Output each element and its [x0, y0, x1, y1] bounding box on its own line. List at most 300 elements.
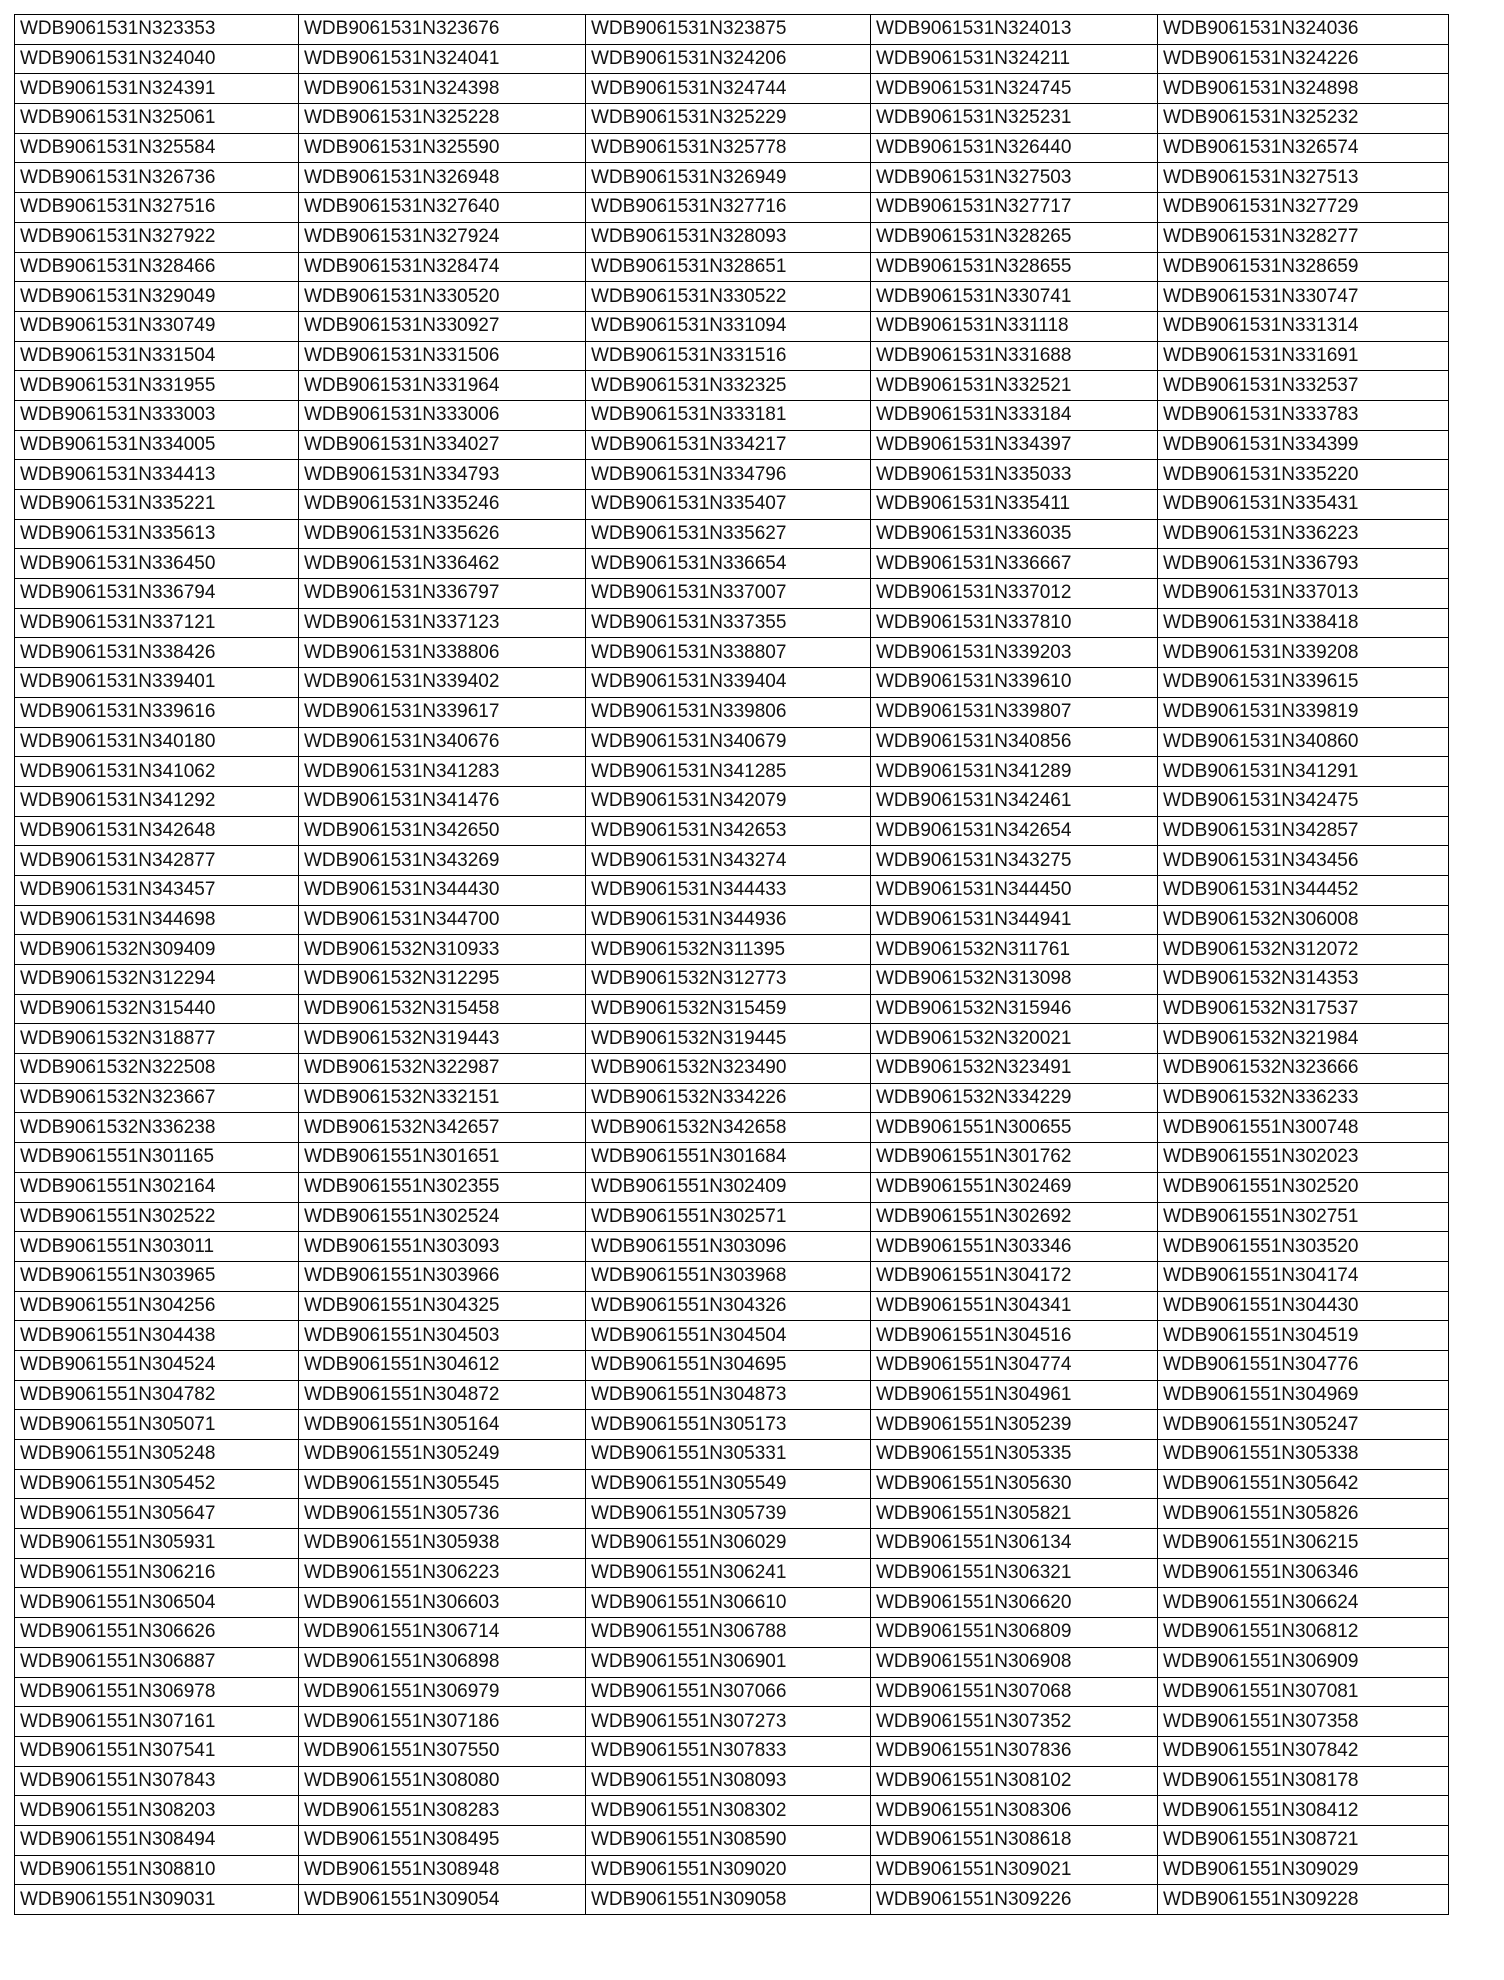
vin-cell: WDB9061551N303968 — [586, 1261, 871, 1291]
table-row — [15, 371, 1449, 401]
vin-cell: WDB9061532N334226 — [586, 1083, 871, 1113]
vin-cell: WDB9061531N333006 — [299, 400, 586, 430]
vin-cell: WDB9061551N307358 — [1158, 1707, 1449, 1737]
vin-cell: WDB9061531N331094 — [586, 311, 871, 341]
vin-cell: WDB9061531N324898 — [1158, 74, 1449, 104]
vin-cell: WDB9061551N304174 — [1158, 1261, 1449, 1291]
vin-cell: WDB9061531N326574 — [1158, 133, 1449, 163]
vin-cell: WDB9061532N323666 — [1158, 1054, 1449, 1084]
vin-cell: WDB9061531N335221 — [15, 490, 299, 520]
table-row — [15, 994, 1449, 1024]
table-row — [15, 15, 1449, 45]
vin-cell: WDB9061551N304341 — [871, 1291, 1158, 1321]
table-row — [15, 1321, 1449, 1351]
vin-cell: WDB9061532N306008 — [1158, 905, 1449, 935]
vin-cell: WDB9061531N326440 — [871, 133, 1158, 163]
vin-cell: WDB9061551N308080 — [299, 1766, 586, 1796]
table-row — [15, 341, 1449, 371]
vin-cell: WDB9061551N305247 — [1158, 1410, 1449, 1440]
vin-cell: WDB9061551N304873 — [586, 1380, 871, 1410]
vin-cell: WDB9061551N303011 — [15, 1232, 299, 1262]
vin-cell: WDB9061551N305549 — [586, 1469, 871, 1499]
vin-cell: WDB9061532N323490 — [586, 1054, 871, 1084]
vin-cell: WDB9061531N325228 — [299, 104, 586, 134]
vin-cell: WDB9061531N324744 — [586, 74, 871, 104]
vin-cell: WDB9061531N337810 — [871, 608, 1158, 638]
table-row — [15, 282, 1449, 312]
vin-cell: WDB9061532N342658 — [586, 1113, 871, 1143]
vin-cell: WDB9061531N341289 — [871, 757, 1158, 787]
vin-cell: WDB9061551N304326 — [586, 1291, 871, 1321]
vin-cell: WDB9061551N302469 — [871, 1172, 1158, 1202]
table-row — [15, 1172, 1449, 1202]
vin-cell: WDB9061532N322508 — [15, 1054, 299, 1084]
vin-cell: WDB9061532N314353 — [1158, 965, 1449, 995]
vin-cell: WDB9061551N308093 — [586, 1766, 871, 1796]
table-row — [15, 1083, 1449, 1113]
vin-cell: WDB9061532N336238 — [15, 1113, 299, 1143]
vin-cell: WDB9061531N337123 — [299, 608, 586, 638]
vin-cell: WDB9061531N327922 — [15, 222, 299, 252]
vin-cell: WDB9061531N325584 — [15, 133, 299, 163]
vin-cell: WDB9061531N323676 — [299, 15, 586, 45]
table-row — [15, 1202, 1449, 1232]
table-row — [15, 1054, 1449, 1084]
vin-cell: WDB9061531N335626 — [299, 519, 586, 549]
vin-cell: WDB9061551N302751 — [1158, 1202, 1449, 1232]
vin-cell: WDB9061551N304961 — [871, 1380, 1158, 1410]
vin-cell: WDB9061531N340856 — [871, 727, 1158, 757]
table-row — [15, 1380, 1449, 1410]
vin-cell: WDB9061531N341283 — [299, 757, 586, 787]
table-row — [15, 490, 1449, 520]
vin-cell: WDB9061531N331964 — [299, 371, 586, 401]
table-row — [15, 727, 1449, 757]
vin-cell: WDB9061531N339402 — [299, 668, 586, 698]
table-row — [15, 1647, 1449, 1677]
vin-cell: WDB9061531N325778 — [586, 133, 871, 163]
vin-cell: WDB9061531N323353 — [15, 15, 299, 45]
vin-cell: WDB9061531N335246 — [299, 490, 586, 520]
vin-cell: WDB9061551N302571 — [586, 1202, 871, 1232]
table-row — [15, 193, 1449, 223]
vin-cell: WDB9061531N337013 — [1158, 579, 1449, 609]
table-row — [15, 1113, 1449, 1143]
vin-cell: WDB9061551N306978 — [15, 1677, 299, 1707]
table-row — [15, 430, 1449, 460]
vin-cell: WDB9061551N306216 — [15, 1558, 299, 1588]
vin-cell: WDB9061551N309058 — [586, 1885, 871, 1915]
vin-cell: WDB9061551N304256 — [15, 1291, 299, 1321]
vin-cell: WDB9061551N309054 — [299, 1885, 586, 1915]
vin-cell: WDB9061551N309021 — [871, 1855, 1158, 1885]
vin-cell: WDB9061531N344700 — [299, 905, 586, 935]
vin-cell: WDB9061531N337355 — [586, 608, 871, 638]
vin-cell: WDB9061551N304325 — [299, 1291, 586, 1321]
vin-cell: WDB9061531N330522 — [586, 282, 871, 312]
vin-cell: WDB9061551N302522 — [15, 1202, 299, 1232]
vin-cell: WDB9061551N304503 — [299, 1321, 586, 1351]
vin-cell: WDB9061532N323667 — [15, 1083, 299, 1113]
table-row — [15, 1291, 1449, 1321]
table-row — [15, 1677, 1449, 1707]
vin-cell: WDB9061551N303093 — [299, 1232, 586, 1262]
vin-cell: WDB9061551N306809 — [871, 1618, 1158, 1648]
vin-cell: WDB9061551N308178 — [1158, 1766, 1449, 1796]
vin-cell: WDB9061531N325229 — [586, 104, 871, 134]
vin-cell: WDB9061551N302164 — [15, 1172, 299, 1202]
vin-cell: WDB9061551N306979 — [299, 1677, 586, 1707]
vin-cell: WDB9061551N306909 — [1158, 1647, 1449, 1677]
vin-cell: WDB9061531N332325 — [586, 371, 871, 401]
vin-cell: WDB9061532N320021 — [871, 1024, 1158, 1054]
vin-cell: WDB9061531N338418 — [1158, 608, 1449, 638]
vin-cell: WDB9061531N342877 — [15, 846, 299, 876]
vin-cell: WDB9061531N330927 — [299, 311, 586, 341]
table-row — [15, 133, 1449, 163]
table-row — [15, 1588, 1449, 1618]
vin-cell: WDB9061531N328277 — [1158, 222, 1449, 252]
vin-cell: WDB9061551N306626 — [15, 1618, 299, 1648]
table-row — [15, 668, 1449, 698]
table-row — [15, 1796, 1449, 1826]
vin-cell: WDB9061531N331504 — [15, 341, 299, 371]
vin-cell: WDB9061531N339616 — [15, 697, 299, 727]
vin-cell: WDB9061531N336450 — [15, 549, 299, 579]
vin-cell: WDB9061551N303966 — [299, 1261, 586, 1291]
vin-cell: WDB9061551N307066 — [586, 1677, 871, 1707]
vin-cell: WDB9061531N325231 — [871, 104, 1158, 134]
table-row — [15, 579, 1449, 609]
vin-cell: WDB9061531N324398 — [299, 74, 586, 104]
vin-cell: WDB9061531N327924 — [299, 222, 586, 252]
vin-cell: WDB9061531N335033 — [871, 460, 1158, 490]
vin-cell: WDB9061531N339404 — [586, 668, 871, 698]
vin-cell: WDB9061531N328659 — [1158, 252, 1449, 282]
vin-cell: WDB9061551N309226 — [871, 1885, 1158, 1915]
vin-cell: WDB9061551N305739 — [586, 1499, 871, 1529]
vin-cell: WDB9061551N306321 — [871, 1558, 1158, 1588]
vin-cell: WDB9061551N306714 — [299, 1618, 586, 1648]
vin-cell: WDB9061531N342648 — [15, 816, 299, 846]
vin-cell: WDB9061532N342657 — [299, 1113, 586, 1143]
vin-cell: WDB9061551N305826 — [1158, 1499, 1449, 1529]
vin-cell: WDB9061551N309228 — [1158, 1885, 1449, 1915]
vin-cell: WDB9061551N305647 — [15, 1499, 299, 1529]
vin-cell: WDB9061531N333184 — [871, 400, 1158, 430]
table-row — [15, 104, 1449, 134]
vin-cell: WDB9061531N327503 — [871, 163, 1158, 193]
vin-cell: WDB9061531N327513 — [1158, 163, 1449, 193]
vin-cell: WDB9061551N305071 — [15, 1410, 299, 1440]
vin-cell: WDB9061531N328655 — [871, 252, 1158, 282]
vin-cell: WDB9061551N301651 — [299, 1143, 586, 1173]
vin-cell: WDB9061551N306901 — [586, 1647, 871, 1677]
vin-cell: WDB9061531N333181 — [586, 400, 871, 430]
vin-cell: WDB9061551N308302 — [586, 1796, 871, 1826]
vin-cell: WDB9061551N302355 — [299, 1172, 586, 1202]
vin-cell: WDB9061551N304872 — [299, 1380, 586, 1410]
vin-cell: WDB9061551N308618 — [871, 1825, 1158, 1855]
vin-cell: WDB9061531N334005 — [15, 430, 299, 460]
vin-cell: WDB9061551N307161 — [15, 1707, 299, 1737]
vin-cell: WDB9061532N312773 — [586, 965, 871, 995]
vin-table-body — [15, 15, 1449, 1915]
vin-cell: WDB9061531N336035 — [871, 519, 1158, 549]
vin-cell: WDB9061531N324211 — [871, 44, 1158, 74]
table-row — [15, 400, 1449, 430]
vin-cell: WDB9061531N336794 — [15, 579, 299, 609]
table-row — [15, 1143, 1449, 1173]
vin-cell: WDB9061531N342654 — [871, 816, 1158, 846]
table-row — [15, 697, 1449, 727]
vin-cell: WDB9061551N305338 — [1158, 1440, 1449, 1470]
vin-cell: WDB9061551N306215 — [1158, 1529, 1449, 1559]
vin-cell: WDB9061551N307842 — [1158, 1736, 1449, 1766]
vin-cell: WDB9061531N334796 — [586, 460, 871, 490]
table-row — [15, 608, 1449, 638]
vin-cell: WDB9061531N327716 — [586, 193, 871, 223]
vin-cell: WDB9061531N336667 — [871, 549, 1158, 579]
vin-cell: WDB9061551N308495 — [299, 1825, 586, 1855]
vin-cell: WDB9061551N300748 — [1158, 1113, 1449, 1143]
vin-cell: WDB9061551N309031 — [15, 1885, 299, 1915]
vin-cell: WDB9061532N319445 — [586, 1024, 871, 1054]
vin-cell: WDB9061551N301165 — [15, 1143, 299, 1173]
vin-cell: WDB9061531N344430 — [299, 875, 586, 905]
vin-cell: WDB9061551N304612 — [299, 1350, 586, 1380]
vin-cell: WDB9061531N340679 — [586, 727, 871, 757]
vin-cell: WDB9061532N321984 — [1158, 1024, 1449, 1054]
vin-cell: WDB9061551N306603 — [299, 1588, 586, 1618]
vin-cell: WDB9061531N339806 — [586, 697, 871, 727]
vin-cell: WDB9061531N339807 — [871, 697, 1158, 727]
vin-cell: WDB9061551N306029 — [586, 1529, 871, 1559]
vin-cell: WDB9061531N337012 — [871, 579, 1158, 609]
table-row — [15, 44, 1449, 74]
vin-cell: WDB9061531N341062 — [15, 757, 299, 787]
vin-cell: WDB9061531N335627 — [586, 519, 871, 549]
vin-cell: WDB9061551N308948 — [299, 1855, 586, 1885]
vin-cell: WDB9061531N342650 — [299, 816, 586, 846]
vin-cell: WDB9061531N324391 — [15, 74, 299, 104]
vin-cell: WDB9061531N331314 — [1158, 311, 1449, 341]
vin-cell: WDB9061551N306624 — [1158, 1588, 1449, 1618]
table-row — [15, 1469, 1449, 1499]
vin-cell: WDB9061532N315459 — [586, 994, 871, 1024]
vin-cell: WDB9061531N334399 — [1158, 430, 1449, 460]
vin-cell: WDB9061531N327729 — [1158, 193, 1449, 223]
table-row — [15, 1440, 1449, 1470]
vin-cell: WDB9061531N324041 — [299, 44, 586, 74]
table-row — [15, 1736, 1449, 1766]
vin-cell: WDB9061551N308203 — [15, 1796, 299, 1826]
table-row — [15, 1232, 1449, 1262]
vin-cell: WDB9061531N324013 — [871, 15, 1158, 45]
vin-cell: WDB9061551N302524 — [299, 1202, 586, 1232]
vin-cell: WDB9061531N331688 — [871, 341, 1158, 371]
vin-cell: WDB9061531N339203 — [871, 638, 1158, 668]
vin-cell: WDB9061551N305452 — [15, 1469, 299, 1499]
vin-cell: WDB9061551N306241 — [586, 1558, 871, 1588]
vin-cell: WDB9061531N331955 — [15, 371, 299, 401]
vin-cell: WDB9061531N331691 — [1158, 341, 1449, 371]
vin-cell: WDB9061531N328651 — [586, 252, 871, 282]
table-row — [15, 1855, 1449, 1885]
vin-cell: WDB9061531N334027 — [299, 430, 586, 460]
vin-cell: WDB9061531N339610 — [871, 668, 1158, 698]
vin-cell: WDB9061531N335613 — [15, 519, 299, 549]
vin-cell: WDB9061531N341476 — [299, 786, 586, 816]
vin-cell: WDB9061551N301684 — [586, 1143, 871, 1173]
vin-cell: WDB9061531N344698 — [15, 905, 299, 935]
vin-cell: WDB9061531N344936 — [586, 905, 871, 935]
vin-cell: WDB9061531N341292 — [15, 786, 299, 816]
table-row — [15, 1618, 1449, 1648]
table-row — [15, 163, 1449, 193]
table-row — [15, 905, 1449, 935]
vin-cell: WDB9061531N337007 — [586, 579, 871, 609]
vin-cell: WDB9061551N304504 — [586, 1321, 871, 1351]
vin-cell: WDB9061531N328474 — [299, 252, 586, 282]
vin-cell: WDB9061531N338426 — [15, 638, 299, 668]
vin-cell: WDB9061551N304774 — [871, 1350, 1158, 1380]
vin-cell: WDB9061531N327717 — [871, 193, 1158, 223]
table-row — [15, 519, 1449, 549]
vin-cell: WDB9061551N304524 — [15, 1350, 299, 1380]
vin-cell: WDB9061532N312295 — [299, 965, 586, 995]
vin-cell: WDB9061532N323491 — [871, 1054, 1158, 1084]
vin-cell: WDB9061551N304776 — [1158, 1350, 1449, 1380]
vin-cell: WDB9061531N328466 — [15, 252, 299, 282]
vin-cell: WDB9061532N336233 — [1158, 1083, 1449, 1113]
vin-cell: WDB9061531N336223 — [1158, 519, 1449, 549]
vin-cell: WDB9061551N305239 — [871, 1410, 1158, 1440]
vin-cell: WDB9061531N338807 — [586, 638, 871, 668]
vin-cell: WDB9061551N307836 — [871, 1736, 1158, 1766]
vin-cell: WDB9061551N308721 — [1158, 1825, 1449, 1855]
vin-cell: WDB9061551N303096 — [586, 1232, 871, 1262]
vin-cell: WDB9061551N308412 — [1158, 1796, 1449, 1826]
vin-cell: WDB9061531N324206 — [586, 44, 871, 74]
vin-cell: WDB9061551N306610 — [586, 1588, 871, 1618]
table-row — [15, 1350, 1449, 1380]
vin-cell: WDB9061532N311395 — [586, 935, 871, 965]
vin-cell: WDB9061551N307068 — [871, 1677, 1158, 1707]
vin-cell: WDB9061531N331516 — [586, 341, 871, 371]
vin-cell: WDB9061531N344433 — [586, 875, 871, 905]
vin-cell: WDB9061551N304430 — [1158, 1291, 1449, 1321]
vin-cell: WDB9061531N343269 — [299, 846, 586, 876]
vin-cell: WDB9061532N318877 — [15, 1024, 299, 1054]
vin-cell: WDB9061551N303520 — [1158, 1232, 1449, 1262]
vin-cell: WDB9061551N306620 — [871, 1588, 1158, 1618]
vin-cell: WDB9061531N331118 — [871, 311, 1158, 341]
vin-cell: WDB9061531N325232 — [1158, 104, 1449, 134]
vin-cell: WDB9061531N342857 — [1158, 816, 1449, 846]
vin-cell: WDB9061532N311761 — [871, 935, 1158, 965]
vin-cell: WDB9061551N305248 — [15, 1440, 299, 1470]
table-row — [15, 1766, 1449, 1796]
vin-cell: WDB9061531N324036 — [1158, 15, 1449, 45]
vin-cell: WDB9061551N305931 — [15, 1529, 299, 1559]
table-row — [15, 1499, 1449, 1529]
vin-cell: WDB9061531N326948 — [299, 163, 586, 193]
table-row — [15, 1529, 1449, 1559]
vin-cell: WDB9061531N334793 — [299, 460, 586, 490]
vin-cell: WDB9061531N340860 — [1158, 727, 1449, 757]
vin-cell: WDB9061551N307833 — [586, 1736, 871, 1766]
vin-cell: WDB9061551N304172 — [871, 1261, 1158, 1291]
vin-cell: WDB9061551N307273 — [586, 1707, 871, 1737]
vin-cell: WDB9061531N339208 — [1158, 638, 1449, 668]
vin-cell: WDB9061551N306887 — [15, 1647, 299, 1677]
table-row — [15, 74, 1449, 104]
table-row — [15, 846, 1449, 876]
vin-cell: WDB9061551N304516 — [871, 1321, 1158, 1351]
vin-cell: WDB9061531N333783 — [1158, 400, 1449, 430]
vin-cell: WDB9061551N308494 — [15, 1825, 299, 1855]
vin-cell: WDB9061532N334229 — [871, 1083, 1158, 1113]
table-row — [15, 1558, 1449, 1588]
vin-cell: WDB9061531N335407 — [586, 490, 871, 520]
vin-cell: WDB9061532N315440 — [15, 994, 299, 1024]
vin-cell: WDB9061551N305736 — [299, 1499, 586, 1529]
vin-cell: WDB9061532N310933 — [299, 935, 586, 965]
vin-cell: WDB9061551N303346 — [871, 1232, 1158, 1262]
vin-cell: WDB9061531N336797 — [299, 579, 586, 609]
vin-cell: WDB9061551N306346 — [1158, 1558, 1449, 1588]
vin-cell: WDB9061532N317537 — [1158, 994, 1449, 1024]
vin-cell: WDB9061551N304782 — [15, 1380, 299, 1410]
vin-cell: WDB9061531N336793 — [1158, 549, 1449, 579]
vin-cell: WDB9061531N336462 — [299, 549, 586, 579]
vin-cell: WDB9061531N340180 — [15, 727, 299, 757]
vin-cell: WDB9061551N305821 — [871, 1499, 1158, 1529]
vin-cell: WDB9061551N302520 — [1158, 1172, 1449, 1202]
vin-cell: WDB9061531N324745 — [871, 74, 1158, 104]
vin-cell: WDB9061531N341285 — [586, 757, 871, 787]
vin-cell: WDB9061531N327516 — [15, 193, 299, 223]
vin-cell: WDB9061531N342461 — [871, 786, 1158, 816]
vin-cell: WDB9061551N307541 — [15, 1736, 299, 1766]
vin-cell: WDB9061531N339401 — [15, 668, 299, 698]
table-row — [15, 786, 1449, 816]
vin-cell: WDB9061532N312294 — [15, 965, 299, 995]
vin-cell: WDB9061551N305938 — [299, 1529, 586, 1559]
vin-cell: WDB9061531N336654 — [586, 549, 871, 579]
vin-cell: WDB9061531N343274 — [586, 846, 871, 876]
vin-cell: WDB9061531N330749 — [15, 311, 299, 341]
vin-cell: WDB9061551N304519 — [1158, 1321, 1449, 1351]
vin-cell: WDB9061531N339819 — [1158, 697, 1449, 727]
vin-cell: WDB9061551N306134 — [871, 1529, 1158, 1559]
vin-cell: WDB9061531N328265 — [871, 222, 1158, 252]
vin-cell: WDB9061531N334217 — [586, 430, 871, 460]
vin-cell: WDB9061531N338806 — [299, 638, 586, 668]
vin-cell: WDB9061531N332537 — [1158, 371, 1449, 401]
vin-cell: WDB9061532N312072 — [1158, 935, 1449, 965]
vin-cell: WDB9061531N337121 — [15, 608, 299, 638]
vin-cell: WDB9061551N303965 — [15, 1261, 299, 1291]
vin-cell: WDB9061532N319443 — [299, 1024, 586, 1054]
table-row — [15, 1825, 1449, 1855]
vin-cell: WDB9061551N301762 — [871, 1143, 1158, 1173]
vin-cell: WDB9061551N305331 — [586, 1440, 871, 1470]
vin-cell: WDB9061531N330520 — [299, 282, 586, 312]
vin-cell: WDB9061532N313098 — [871, 965, 1158, 995]
vin-cell: WDB9061551N308283 — [299, 1796, 586, 1826]
